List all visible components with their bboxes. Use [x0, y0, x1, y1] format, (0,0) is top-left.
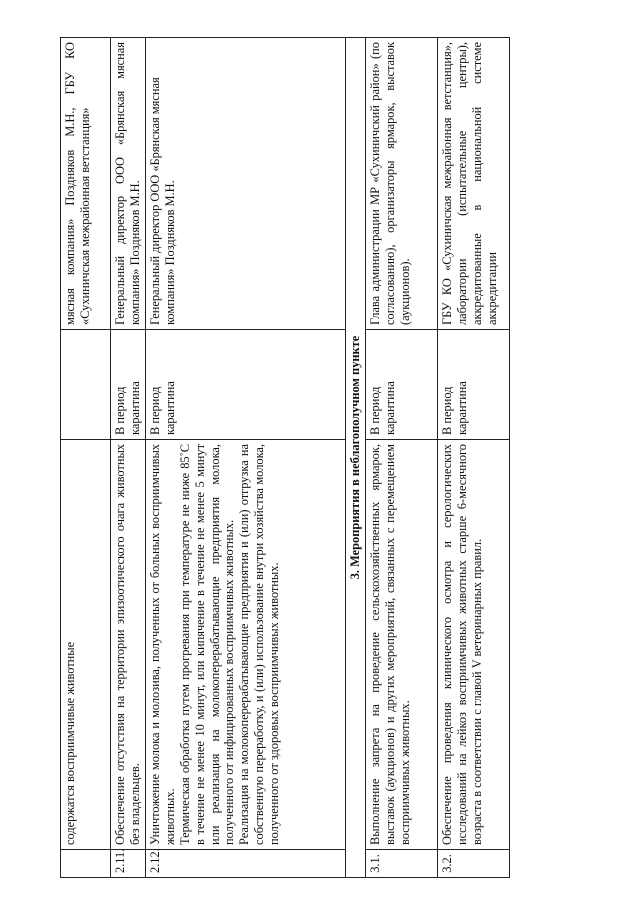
row-number-cell: 2.11. — [111, 850, 146, 878]
responsible-cell: Генеральный директор ООО «Брянская мясная компания» Поздняков М.Н. — [146, 38, 346, 330]
measure-cell — [146, 440, 346, 850]
term-cell: В период карантина — [111, 330, 146, 440]
rotated-table-sheet — [60, 38, 500, 878]
row-number-cell: 2.12. — [146, 850, 346, 878]
table-row — [365, 38, 437, 878]
measures-table — [60, 37, 510, 878]
section-title: 3. Мероприятия в неблагополучном пункте — [346, 38, 366, 878]
section-row — [346, 38, 366, 878]
term-cell: В период карантина — [437, 330, 509, 440]
term-cell: В период карантина — [146, 330, 346, 440]
responsible-cell: Глава администрации МР «Сухиничский район» (по согласованию), организаторы ярмарок, выставок (аукционов). — [365, 38, 437, 330]
row-number-cell: 3.2. — [437, 850, 509, 878]
table-row — [61, 38, 111, 878]
table-row — [146, 38, 346, 878]
term-cell: В период карантина — [365, 330, 437, 440]
measure-cell: Обеспечение проведения клинического осмотра и серологических исследований на лейкоз восприимчивых животных старше 6-месячного возраста в соответствии с главой V ветеринарных правил. — [437, 440, 509, 850]
responsible-cell: мясная компания» Поздняков М.Н., ГБУ КО «Сухиничская межрайонная ветстанция» — [61, 38, 111, 330]
measure-paragraph: Термическая обработка путем прогревания при температуре не ниже 85˚С в течение не менее 10 минут, или кипячение в течение не менее 5 минут или реализация на молокоперерабатывающие предприятия молока, полученного от инфицированных восприимчивых животных. — [177, 444, 237, 845]
responsible-cell: ГБУ КО «Сухиничская межрайонная ветстанция», лаборатории (испытательные центры), аккредитованные в национальной системе аккредитации — [437, 38, 509, 330]
measure-paragraph: Уничтожение молока и молозива, полученных от больных восприимчивых животных. — [148, 444, 177, 845]
measure-cell: Выполнение запрета на проведение сельскохозяйственных ярмарок, выставок (аукционов) и других мероприятий, связанных с перемещением восприимчивых животных. — [365, 440, 437, 850]
measure-paragraph: Реализация на молокоперерабатывающие предприятия и (или) отгрузка на собственную переработку, и (или) использование внутри хозяйства молока, полученного от здоровых восприимчивых животных. — [237, 444, 281, 845]
term-cell — [61, 330, 111, 440]
table-row — [111, 38, 146, 878]
row-number-cell: 3.1. — [365, 850, 437, 878]
measure-cell: Обеспечение отсутствия на территории эпизоотического очага животных без владельцев. — [111, 440, 146, 850]
measure-cell: содержатся восприимчивые животные — [61, 440, 111, 850]
responsible-cell: Генеральный директор ООО «Брянская мясная компания» Поздняков М.Н. — [111, 38, 146, 330]
table-row — [437, 38, 509, 878]
row-number-cell — [61, 850, 111, 878]
